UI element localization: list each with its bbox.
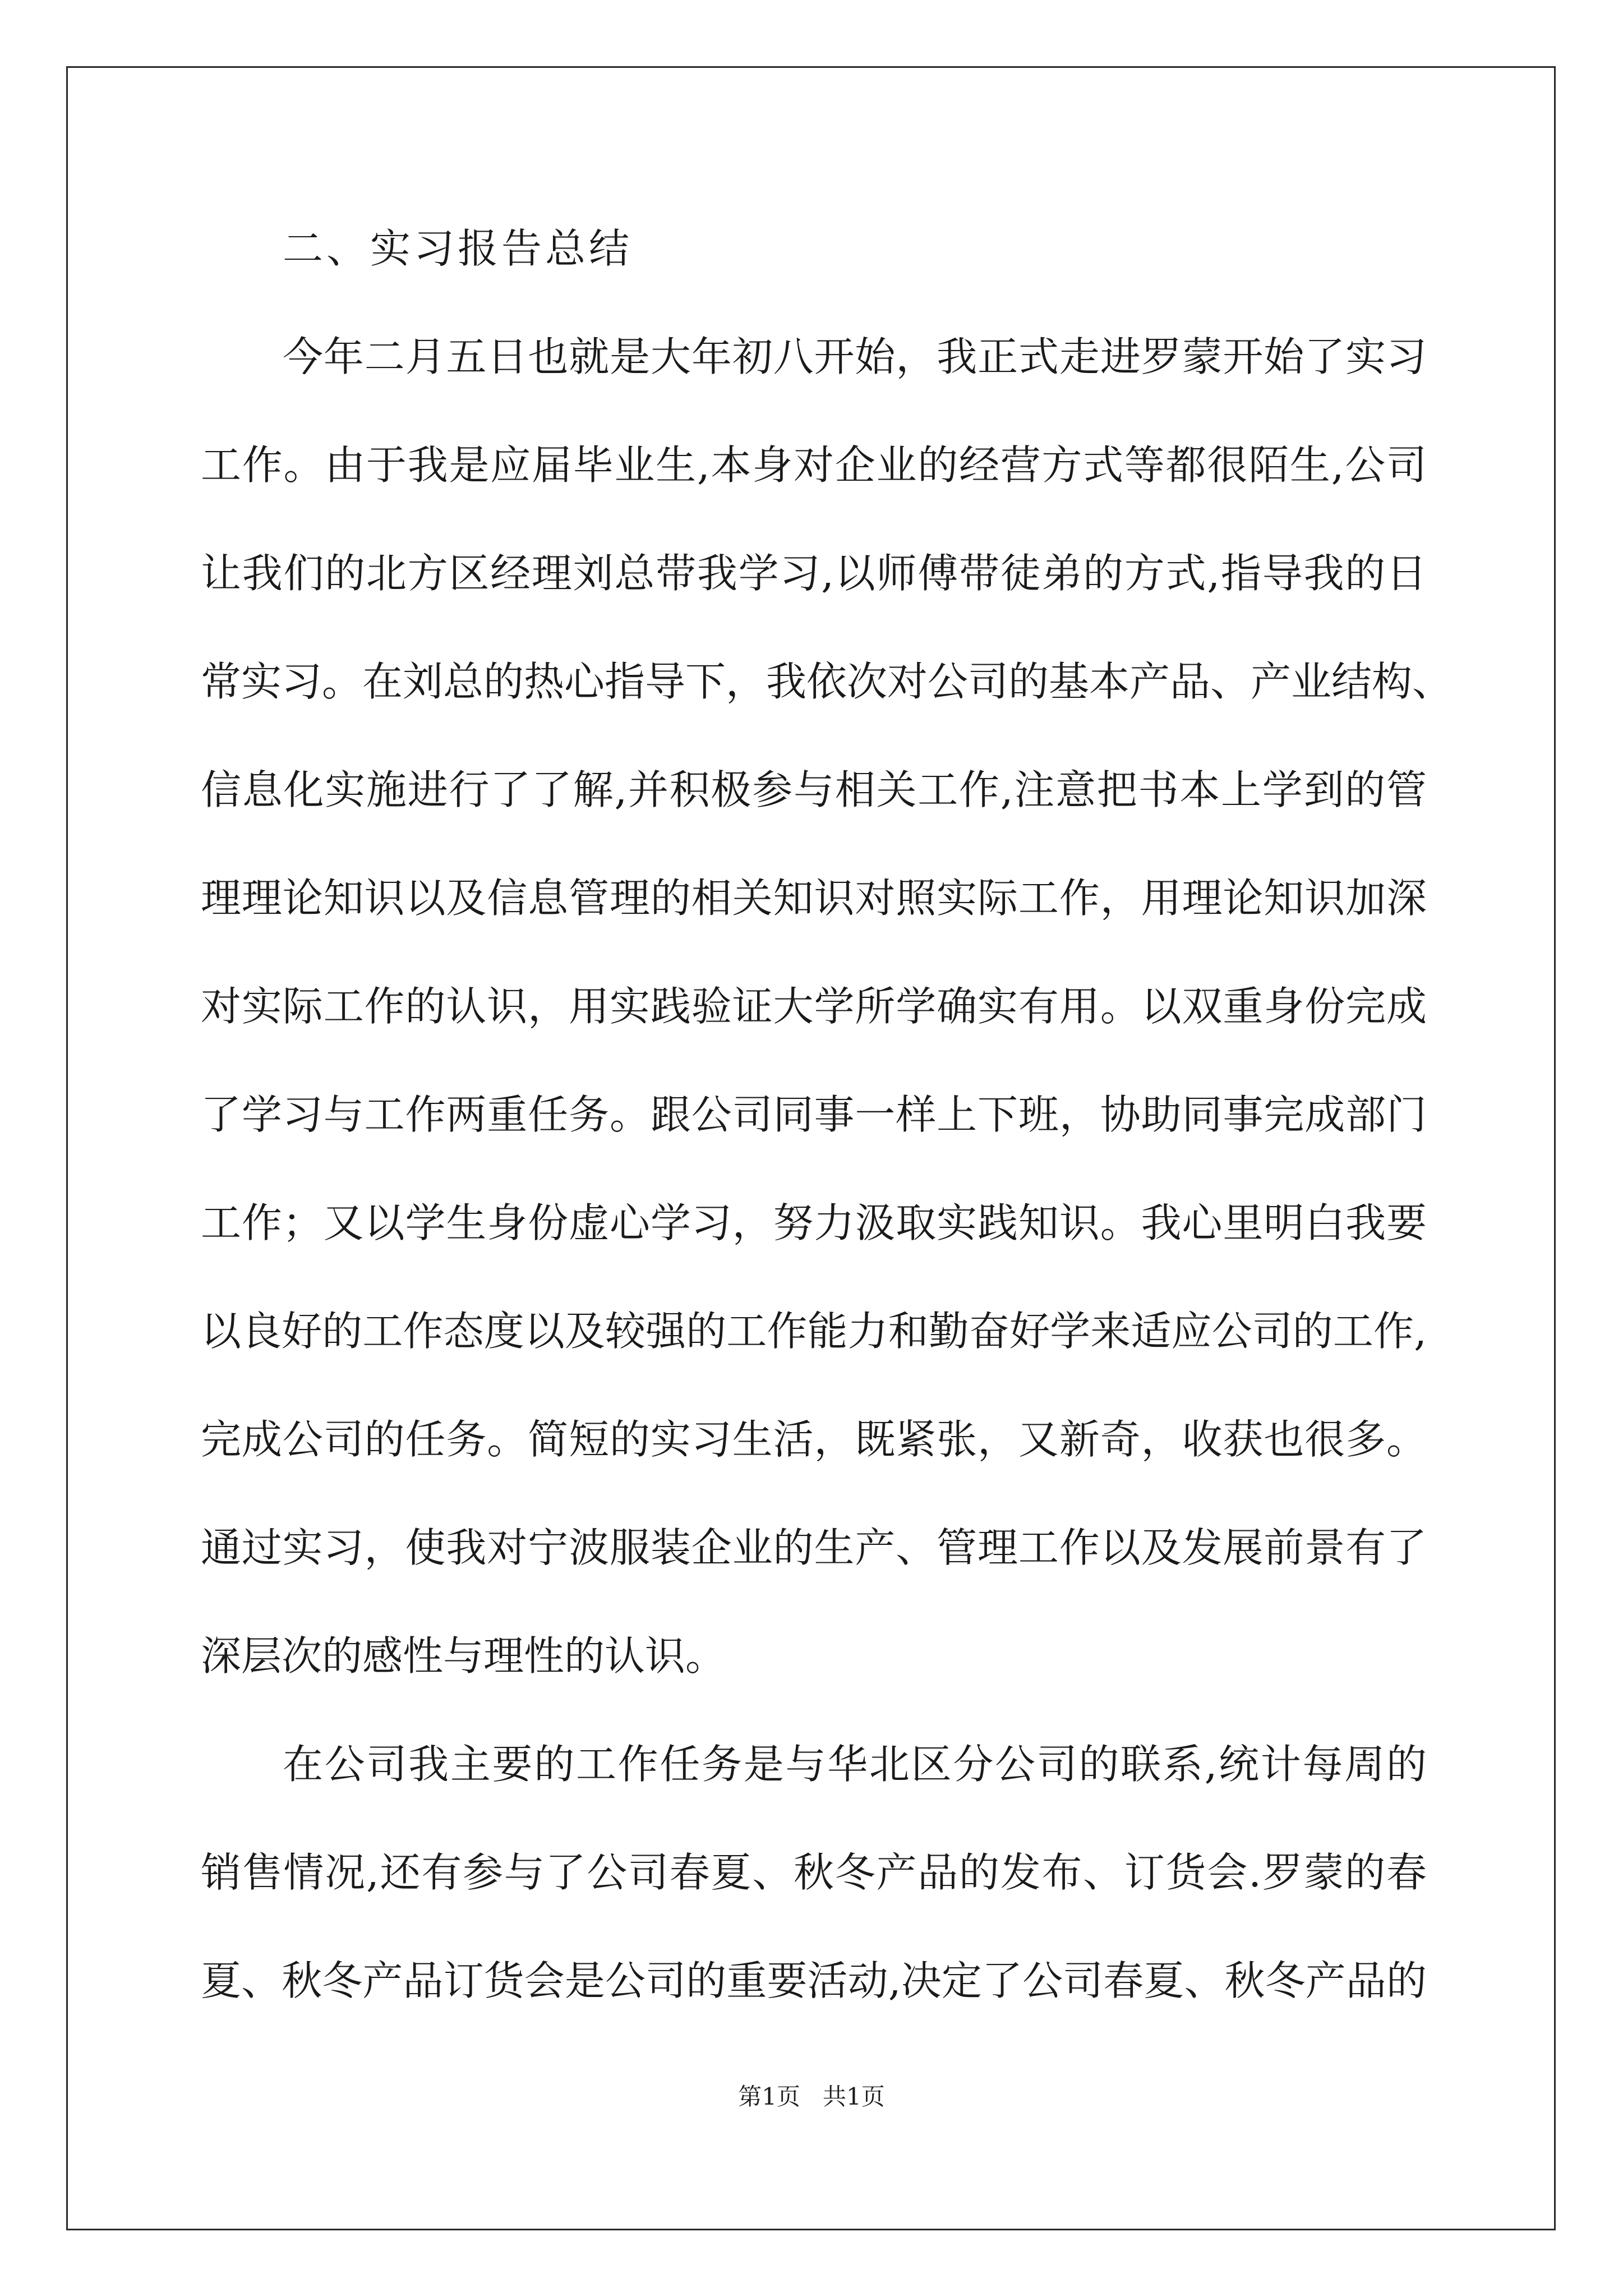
text-line: 完成公司的任务。简短的实习生活，既紧张，又新奇，收获也很多。 [201,1416,1427,1463]
text-line: 理理论知识以及信息管理的相关知识对照实际工作，用理论知识加深 [201,875,1427,922]
text-line: 工作。由于我是应届毕业生,本身对企业的经营方式等都很陌生,公司 [201,441,1427,489]
text-line: 今年二月五日也就是大年初八开始，我正式走进罗蒙开始了实习 [283,333,1427,380]
section-heading: 二、实习报告总结 [283,225,633,272]
text-line: 销售情况,还有参与了公司春夏、秋冬产品的发布、订货会.罗蒙的春 [201,1849,1427,1896]
text-line: 深层次的感性与理性的认识。 [201,1632,726,1680]
text-line: 让我们的北方区经理刘总带我学习,以师傅带徒弟的方式,指导我的日 [201,550,1427,597]
text-line: 对实际工作的认识，用实践验证大学所学确实有用。以双重身份完成 [201,983,1427,1030]
text-line: 通过实习，使我对宁波服装企业的生产、管理工作以及发展前景有了 [201,1524,1427,1571]
text-line: 信息化实施进行了了解,并积极参与相关工作,注意把书本上学到的管 [201,766,1427,813]
text-line: 以良好的工作态度以及较强的工作能力和勤奋好学来适应公司的工作, [201,1308,1427,1355]
paragraph-2 [201,1737,1427,2008]
text-line: 在公司我主要的工作任务是与华北区分公司的联系,统计每周的 [283,1741,1427,1788]
text-line: 夏、秋冬产品订货会是公司的重要活动,决定了公司春夏、秋冬产品的 [201,1957,1427,2004]
page-footer: 第1页 共1页 [738,2083,885,2110]
document-body [201,222,1453,2008]
text-line: 常实习。在刘总的热心指导下，我依次对公司的基本产品、产业结构、 [201,658,1453,705]
paragraph-1 [201,330,1453,1683]
text-line: 了学习与工作两重任务。跟公司同事一样上下班，协助同事完成部门 [201,1091,1427,1138]
text-line: 工作；又以学生身份虚心学习，努力汲取实践知识。我心里明白我要 [201,1199,1427,1246]
